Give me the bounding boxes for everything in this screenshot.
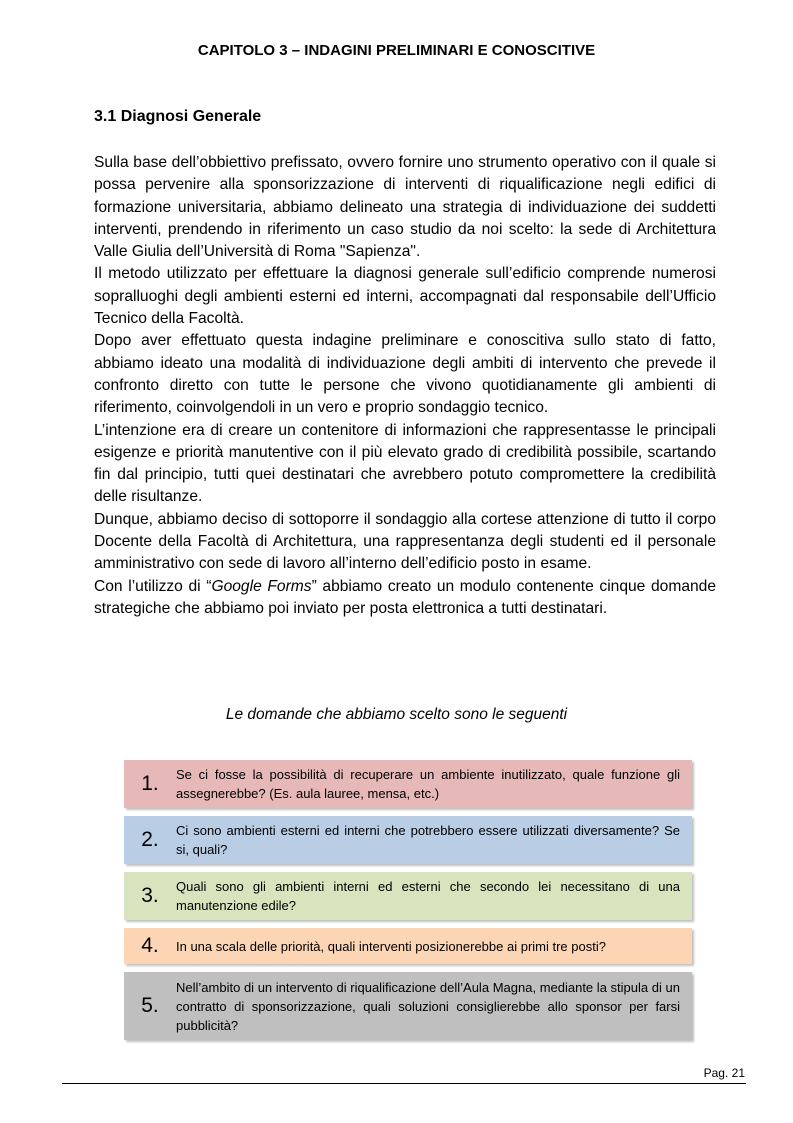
question-number: 2. (141, 828, 159, 851)
question-text: Nell’ambito di un intervento di riqualificazione dell’Aula Magna, mediante la stipula di un contratto di sponsorizzazione, quali soluzioni consiglierebbe allo sponsor per farsi pubblicità? (176, 979, 680, 1033)
question-number: 1. (141, 772, 159, 795)
question-box-2 (124, 816, 692, 864)
paragraph-1: Sulla base dell’obbiettivo prefissato, ovvero fornire uno strumento operativo con il quale si possa pervenire alla sponsorizzazione di interventi di riqualificazione negli edifici di formazione universitaria, abbiamo delineato una strategia di individuazione dei suddetti interventi, prendendo in riferimento un caso studio da noi scelto: la sede di Architettura Valle Giulia dell’Università di Roma "Sapienza". (94, 154, 716, 261)
question-box-4 (124, 928, 692, 964)
question-number: 5. (141, 994, 159, 1017)
paragraph-6-start: Con l’utilizzo di “ (94, 577, 212, 595)
question-box-5 (124, 972, 692, 1040)
section-title: 3.1 Diagnosi Generale (94, 108, 262, 125)
question-text: Quali sono gli ambienti interni ed esterni che secondo lei necessitano di una manutenzione edile? (176, 879, 680, 913)
paragraph-4: L’intenzione era di creare un contenitore di informazioni che rappresentasse le principali esigenze e priorità manutentive con il più elevato grado di credibilità possibile, scartando fin dal principio, tutti quei destinatari che avrebbero potuto compromettere la credibilità delle risultanze. (94, 421, 716, 506)
paragraph-2: Il metodo utilizzato per effettuare la diagnosi generale sull’edificio comprende numerosi sopralluoghi degli ambienti esterni ed interni, accompagnati dal responsabile dell’Ufficio Tecnico della Facoltà. (94, 265, 716, 328)
chapter-title: CAPITOLO 3 – INDAGINI PRELIMINARI E CONOSCITIVE (197, 42, 596, 59)
question-box-3 (124, 872, 692, 920)
question-text: In una scala delle priorità, quali interventi posizionerebbe ai primi tre posti? (176, 938, 606, 954)
questions-list (124, 760, 692, 1048)
paragraph-3: Dopo aver effettuato questa indagine preliminare e conoscitiva sullo stato di fatto, abbiamo ideato una modalità di individuazione degli ambiti di intervento che prevede il confronto diretto con tutte le persone che vivono quotidianamente gli ambienti di riferimento, coinvolgendoli in un vero e proprio sondaggio tecnico. (94, 332, 716, 417)
paragraph-6-end: ” abbiamo creato un modulo contenente cinque domande strategiche che abbiamo poi inviato per posta elettronica a tutti destinatari. (94, 577, 717, 617)
question-text: Ci sono ambienti esterni ed interni che potrebbero essere utilizzati diversamente? Se si, quali? (176, 823, 680, 857)
google-forms-label: Google Forms (211, 577, 312, 595)
page-number: Pag. 21 (703, 1066, 745, 1080)
question-number: 4. (141, 934, 159, 957)
questions-intro: Le domande che abbiamo scelto sono le seguenti (225, 706, 568, 723)
body-text (94, 152, 716, 620)
paragraph-5: Dunque, abbiamo deciso di sottoporre il sondaggio alla cortese attenzione di tutto il corpo Docente della Facoltà di Architettura, una rappresentanza degli studenti ed il personale amministrativo con sede di lavoro all’interno dell’edificio posto in esame. (94, 510, 716, 573)
question-text: Se ci fosse la possibilità di recuperare un ambiente inutilizzato, quale funzione gli assegnerebbe? (Es. aula lauree, mensa, etc.) (176, 767, 680, 801)
footer-divider (62, 1083, 746, 1084)
question-box-1 (124, 760, 692, 808)
question-number: 3. (141, 884, 159, 907)
paragraph-6 (94, 576, 716, 621)
